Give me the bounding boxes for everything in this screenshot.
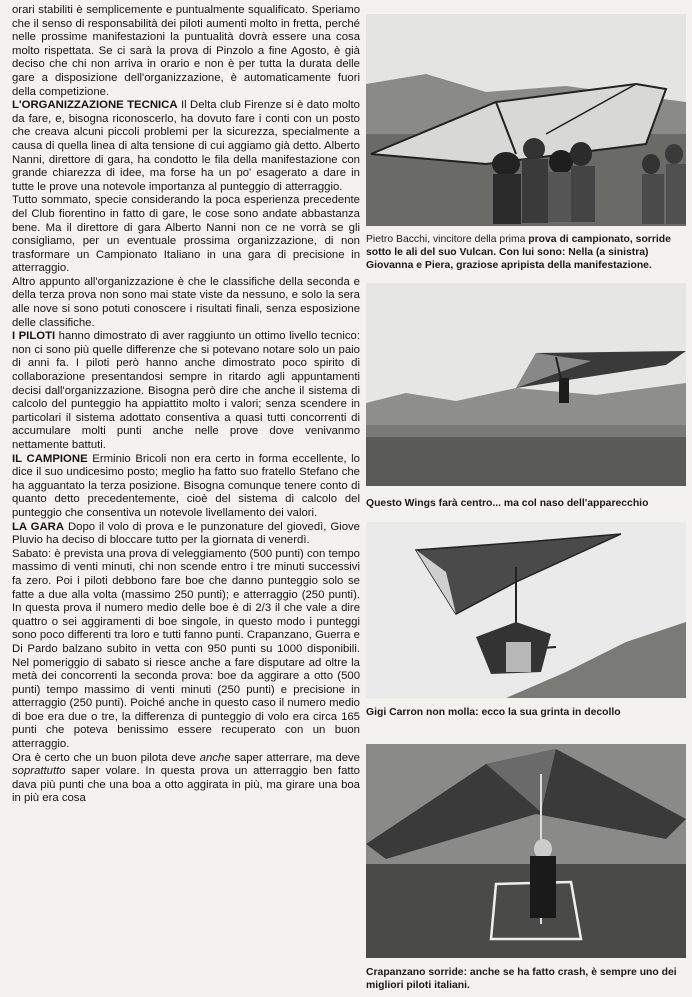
- text-gara: Dopo il volo di prova e le punzonature del giovedì, Giove Pluvio ha deciso di bloccare tutto per la giornata di venerdì.: [12, 520, 360, 547]
- paragraph-4: Altro appunto all'organizzazione è che le classifiche della seconda e della terza prova non sono mai state viste da nessuno, e solo la sera alle nove si sono potuti conoscere i risultati finali, senza esposizione delle classifiche.: [12, 275, 360, 329]
- paragraph-gara: [12, 521, 360, 548]
- paragraph-final: Ora è certo che un buon pilota deve anche saper atterrare, ma deve soprattutto saper volare. In questa prova un atterraggio ben fatto dava più punti che una boa a otto aggirata in più, ma girare una boa in più era cosa: [12, 751, 360, 805]
- paragraph-3: Tutto sommato, specie considerando la poca esperienza precedente del Club fiorentino in fatto di gare, le cose sono andate abbastanza bene. Ma il direttore di gara Alberto Nanni non ce ne vorrà se gli consigliamo, per un eventuale prossima organizzazione, di non trasformare un Campionato Italiano in una gara di precisione in atterraggio.: [12, 194, 360, 275]
- paragraph-campione: [12, 453, 360, 521]
- heading-organizzazione: L'ORGANIZZAZIONE TECNICA: [12, 99, 178, 112]
- caption-photo-4: Crapanzano sorride: anche se ha fatto crash, è sempre uno dei migliori piloti italiani.: [366, 967, 677, 991]
- caption-photo-1: Pietro Bacchi, vincitore della prima prova di campionato, sorride sotto le ali del suo Vulcan. Con lui sono: Nella (a sinistra) Giovanna e Piera, graziose apripista della manifestazione.: [366, 234, 671, 271]
- paragraph-1: orari stabiliti è semplicemente e puntualmente squalificato. Speriamo che il senso di responsabilità dei piloti aumenti molto in fretta, perché nelle prossime manifestazioni la puntualità dovrà essere una cosa molto rispettata. Se ci sarà la prova di Pinzolo a fine Agosto, è già deciso che chi non arriva in orario e non è per tutta la durata delle gare a disposizione dell'organizzazione, è automaticamente fuori della competizione.: [12, 4, 360, 98]
- text-organizzazione: Il Delta club Firenze si è dato molto da fare, e, bisogna riconoscerlo, ha dovuto fare i conti con un posto che creava alcuni piccoli problemi per la sicurezza, specialmente a causa di quella linea di alta tensione di cui aggiamo già detto. Alberto Nanni, direttore di gara, ha condotto le fila della manifestazione con grande chiarezza di idee, ma forse ha un po' esagerato a dare in tutte le prove una notevole importanza al punteggio di atterraggio.: [12, 99, 360, 193]
- emphasis-anche: anche: [199, 751, 231, 764]
- heading-piloti: I PILOTI: [12, 330, 56, 343]
- caption-photo-3: Gigi Carron non molla: ecco la sua grinta in decollo: [366, 707, 621, 718]
- paragraph-organizzazione: [12, 99, 360, 194]
- caption-photo-2: Questo Wings farà centro... ma col naso dell'apparecchio: [366, 498, 649, 509]
- text-piloti: hanno dimostrato di aver raggiunto un ottimo livello tecnico: non ci sono più quelle differenze che si potevano notare solo un paio di anni fa. I piloti però hanno anche dimostrato poco spirito di collaborazione presentandosi sempre in ritardo agli appuntamenti decisi dall'organizzazione. Bisogna però dire che anche il sistema di calcolo del punteggio ha appiattito molto i valori; senza scendere in particolari il sistema adottato consentiva a quasi tutti concorrenti di accumulare molti punti anche nelle prove dove venivanmo nettamente battuti.: [12, 330, 360, 451]
- article-column: [12, 4, 360, 806]
- heading-gara: LA GARA: [12, 520, 65, 533]
- photo-wings-landing: [366, 283, 686, 486]
- photo-group-under-wing: [366, 14, 686, 226]
- paragraph-sabato: Sabato: è prevista una prova di veleggiamento (500 punti) con tempo massimo di venti minuti, chi non scende entro i tre minuti successivi fa zero. Poi i piloti debbono fare boe che danno punteggio solo se fatte a due alla volta (massimo 250 punti); e atterraggio (250 punti). In questa prova il numero medio delle boe è di 2/3 il che vale a dire quattro o sei aggiramenti di boe singole, in questo modo i punteggi sono poco differenti tra loro e tutti fanno punti. Crapanzano, Guerra e Di Pardo balzano subito in vetta con 950 punti su 1000 disponibili. Nel pomeriggio di sabato si riesce anche a fare disputare ad oltre la metà dei concorrenti la seconda prova: boe da aggirare a otto (500 punti) tempo massimo di venti minuti (250 punti) e precisione in atterraggio (250 punti). Poiché anche in questo caso il numero medio di boe era due o tre, la differenza di punteggio di volo era circa 165 punti che poteva benissimo essere recuperato con un buon atterraggio.: [12, 547, 360, 751]
- text-campione: Erminio Bricoli non era certo in forma eccellente, lo dice il suo undicesimo posto; meglio ha fatto suo fratello Stefano che ha agguantato la terza posizione. Bisogna comunque tenere conto di quanto detto precedentemente, cioè del sistema di calcolo del punteggio che consentiva un notevole livellamento dei valori.: [12, 452, 360, 519]
- paragraph-piloti: [12, 330, 360, 452]
- photo-carron-takeoff: [366, 522, 686, 698]
- heading-campione: IL CAMPIONE: [12, 452, 88, 465]
- emphasis-soprattutto: soprattutto: [12, 765, 66, 778]
- photo-crapanzano: [366, 744, 686, 958]
